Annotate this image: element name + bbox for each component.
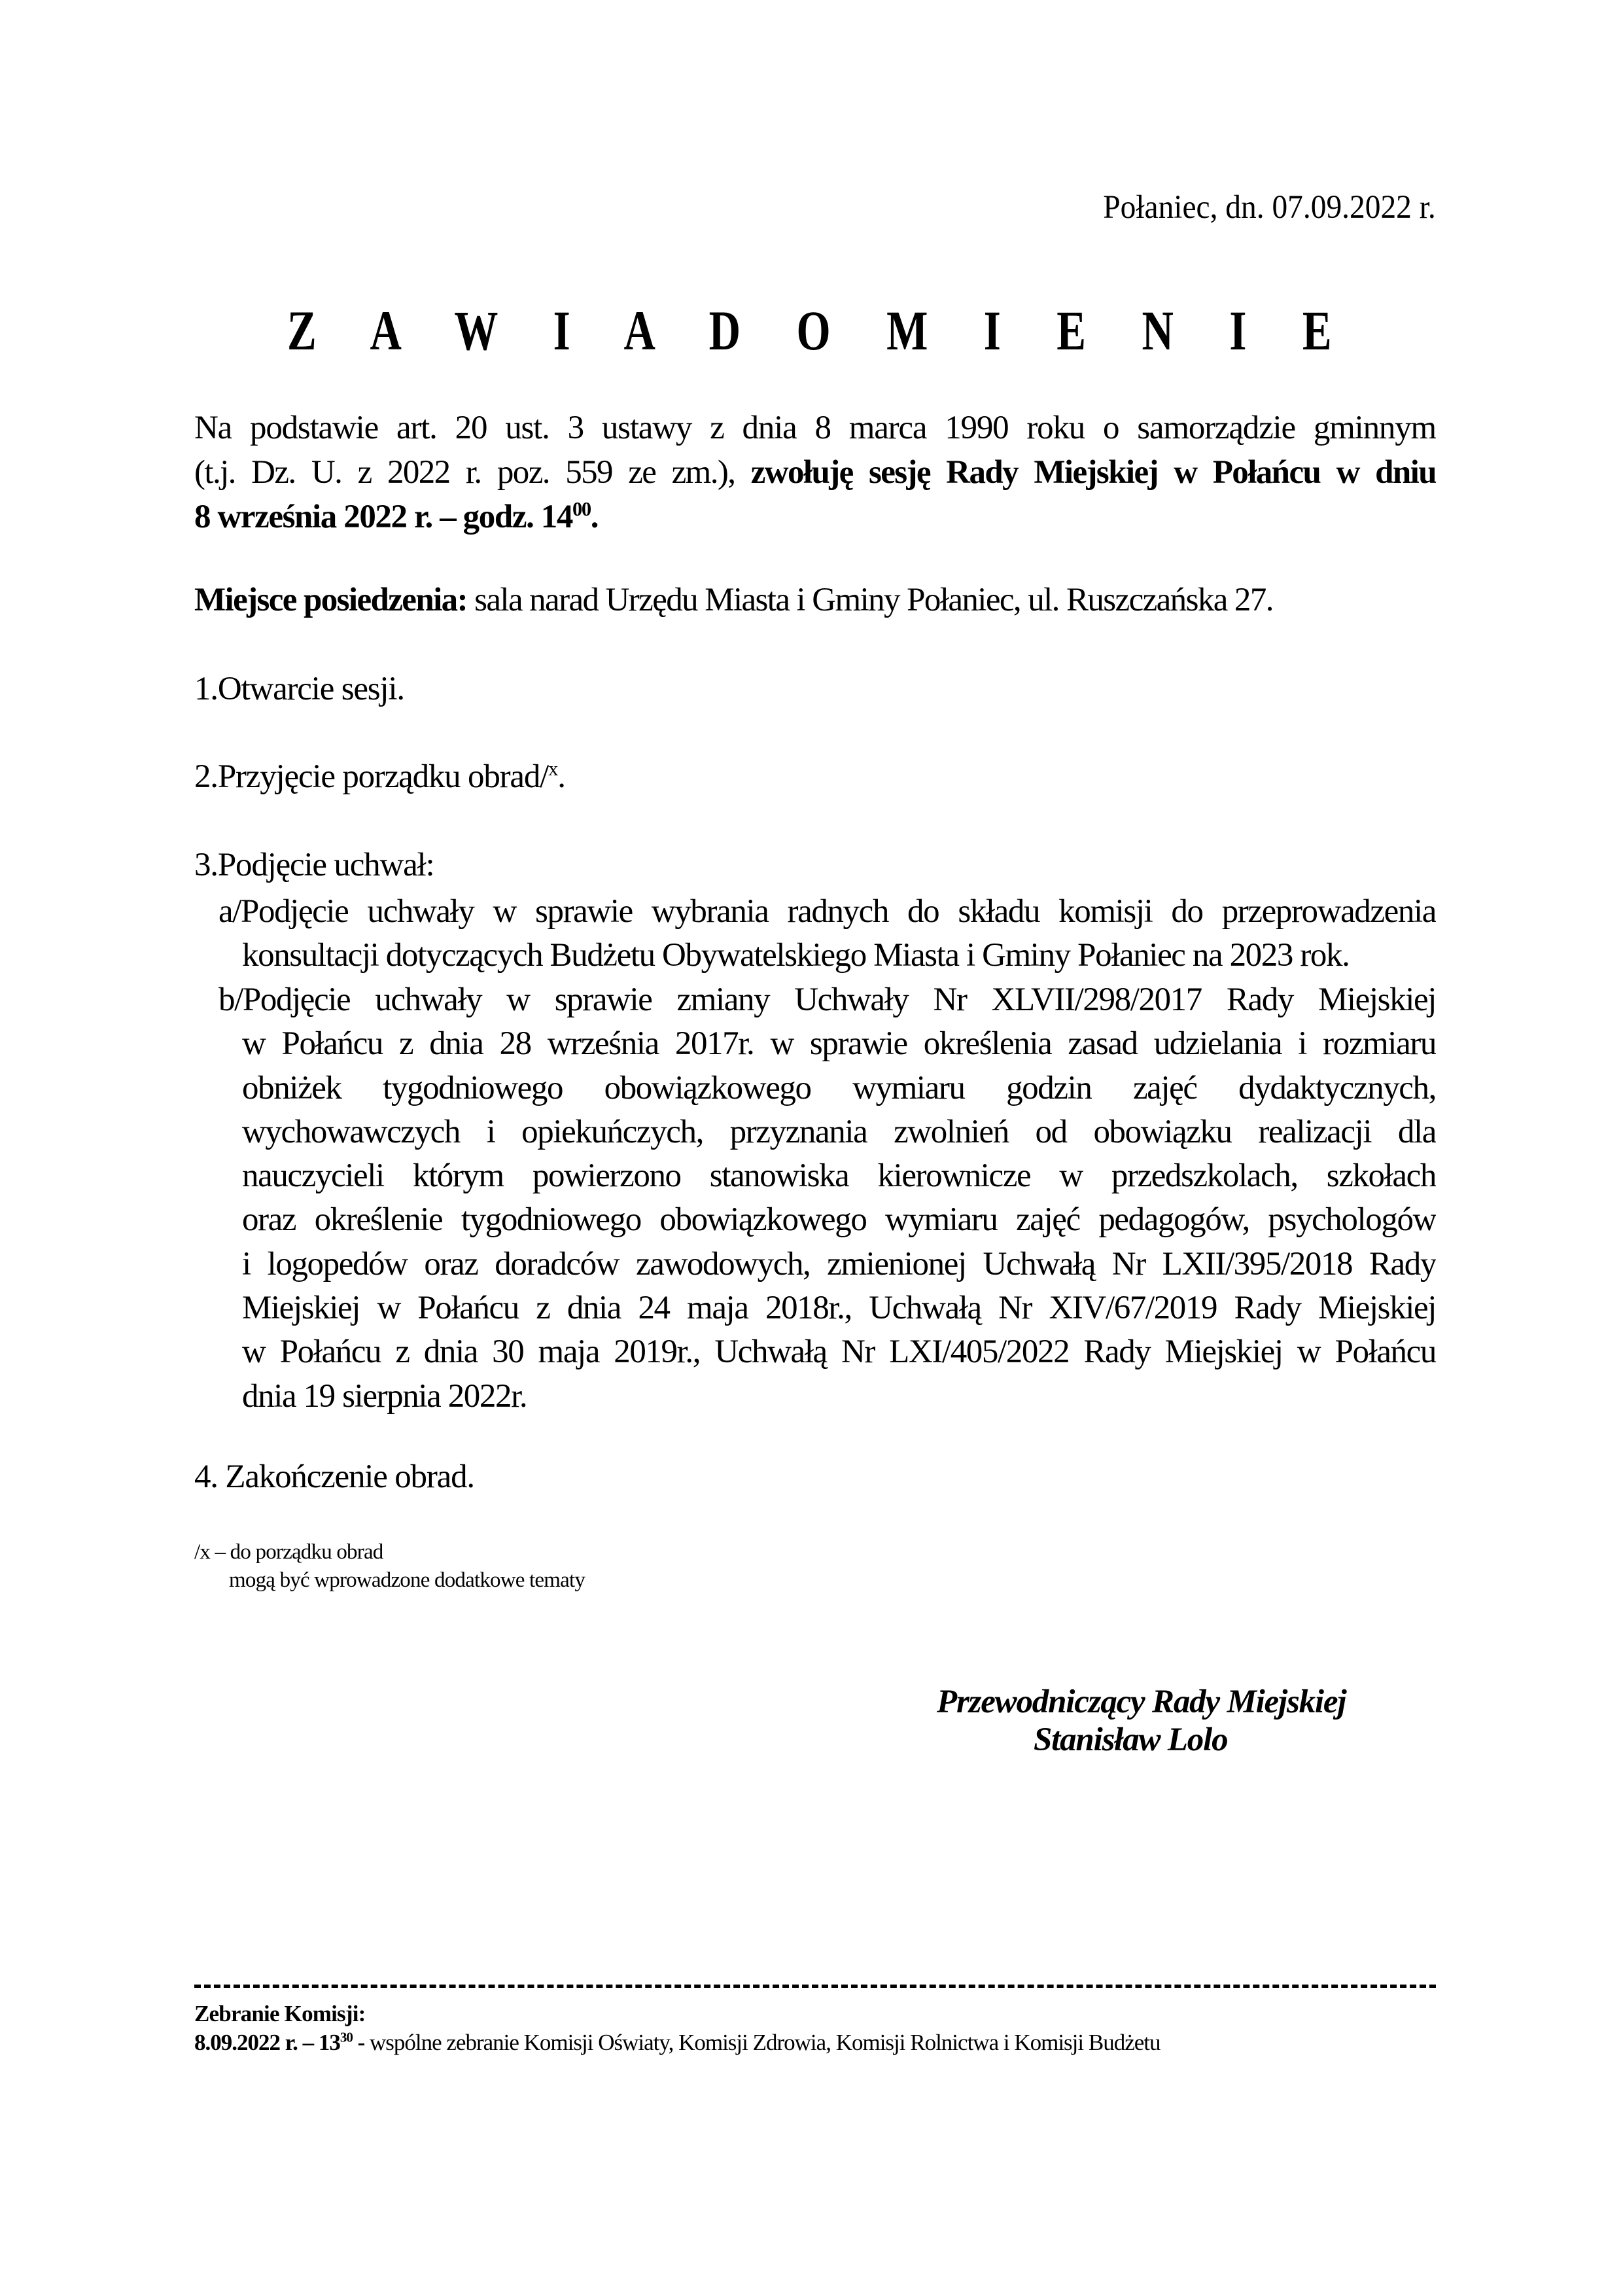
agenda-item-3b-line: w Połańcu z dnia 30 maja 2019r., Uchwałą Nr LXI/405/2022 Rady Miejskiej w Połańcu [242,1333,1436,1371]
intro-line-3-end: . [590,499,599,535]
signature-title: Przewodniczący Rady Miejskiej [937,1684,1346,1720]
agenda-item-3b-line: nauczycieli którym powierzono stanowiska kierownicze w przedszkolach, szkołach [242,1157,1436,1195]
agenda-item-3b-line: oraz określenie tygodniowego obowiązkowego wymiaru zajęć pedagogów, psychologów [242,1201,1436,1239]
agenda-item-3b-line: b/Podjęcie uchwały w sprawie zmiany Uchwały Nr XLVII/298/2017 Rady Miejskiej [218,981,1436,1018]
agenda-item-3: 3.Podjęcie uchwał: [194,847,434,883]
agenda-item-3b-line: Miejskiej w Połańcu z dnia 24 maja 2018r., Uchwałą Nr XIV/67/2019 Rady Miejskiej [242,1290,1436,1327]
footnote-marker: x [548,758,558,780]
intro-line-2-bold: zwołuję sesję Rady Miejskiej w Połańcu w dniu [750,454,1436,491]
dashed-separator [194,1985,1436,1988]
agenda-item-2-text: 2.Przyjęcie porządku obrad/ [194,758,549,795]
intro-line-1: Na podstawie art. 20 ust. 3 ustawy z dnia 8 marca 1990 roku o samorządzie gminnym [194,410,1436,446]
agenda-item-3b-line: w Połańcu z dnia 28 września 2017r. w sprawie określenia zasad udzielania i rozmiaru [242,1025,1436,1063]
intro-paragraph [194,406,1436,539]
footnote-line-2: mogą być wprowadzone dodatkowe tematy [229,1568,585,1592]
committee-date: 8.09.2022 r. – 13 [194,2030,340,2055]
agenda-item-3b-line: obniżek tygodniowego obowiązkowego wymiaru godzin zajęć dydaktycznych, [242,1069,1436,1106]
agenda-item-3a-line: a/Podjęcie uchwały w sprawie wybrania radnych do składu komisji do przeprowadzenia [218,893,1436,930]
meeting-place [194,581,1273,619]
agenda-item-4: 4. Zakończenie obrad. [194,1458,474,1495]
intro-session-datetime: 8 września 2022 r. – godz. 14 [194,499,572,535]
committee-time-minutes: 30 [340,2029,353,2045]
place-date-text: Połaniec, dn. 07.09.2022 r. [1103,189,1436,226]
committee-heading: Zebranie Komisji: [194,2001,366,2026]
agenda-item-2 [194,758,565,796]
intro-line-2-normal: (t.j. Dz. U. z 2022 r. poz. 559 ze zm.), [194,454,751,491]
place-date [1078,188,1436,226]
meeting-place-value: sala narad Urzędu Miasta i Gminy Połaniec, ul. Ruszczańska 27. [466,582,1273,618]
agenda-item-3b [218,978,1436,1419]
agenda-item-3a-line: konsultacji dotyczących Budżetu Obywatelskiego Miasta i Gminy Połaniec na 2023 rok. [242,937,1350,974]
agenda-item-3b-line: i logopedów oraz doradców zawodowych, zmienionej Uchwałą Nr LXII/395/2018 Rady [242,1245,1436,1282]
committee-description: wspólne zebranie Komisji Oświaty, Komisji Zdrowia, Komisji Rolnictwa i Komisji Budżetu [369,2030,1161,2055]
committee-meeting-line [194,2030,1161,2056]
intro-session-minutes: 00 [572,498,591,520]
agenda-item-3b-line: dnia 19 sierpnia 2022r. [242,1377,527,1415]
signature-name: Stanisław Lolo [1034,1722,1228,1758]
meeting-place-label: Miejsce posiedzenia: [194,582,467,618]
document-title [0,298,1623,363]
document-title-text: Z A W I A D O M I E N I E [287,299,1354,362]
agenda-item-3a [218,890,1436,978]
committee-dash: - [352,2030,370,2055]
footnote-line-1: /x – do porządku obrad [194,1540,383,1564]
agenda-item-3b-line: wychowawczych i opiekuńczych, przyznania zwolnień od obowiązku realizacji dla [242,1113,1436,1150]
agenda-item-1: 1.Otwarcie sesji. [194,671,404,707]
agenda-item-2-end: . [557,758,565,795]
